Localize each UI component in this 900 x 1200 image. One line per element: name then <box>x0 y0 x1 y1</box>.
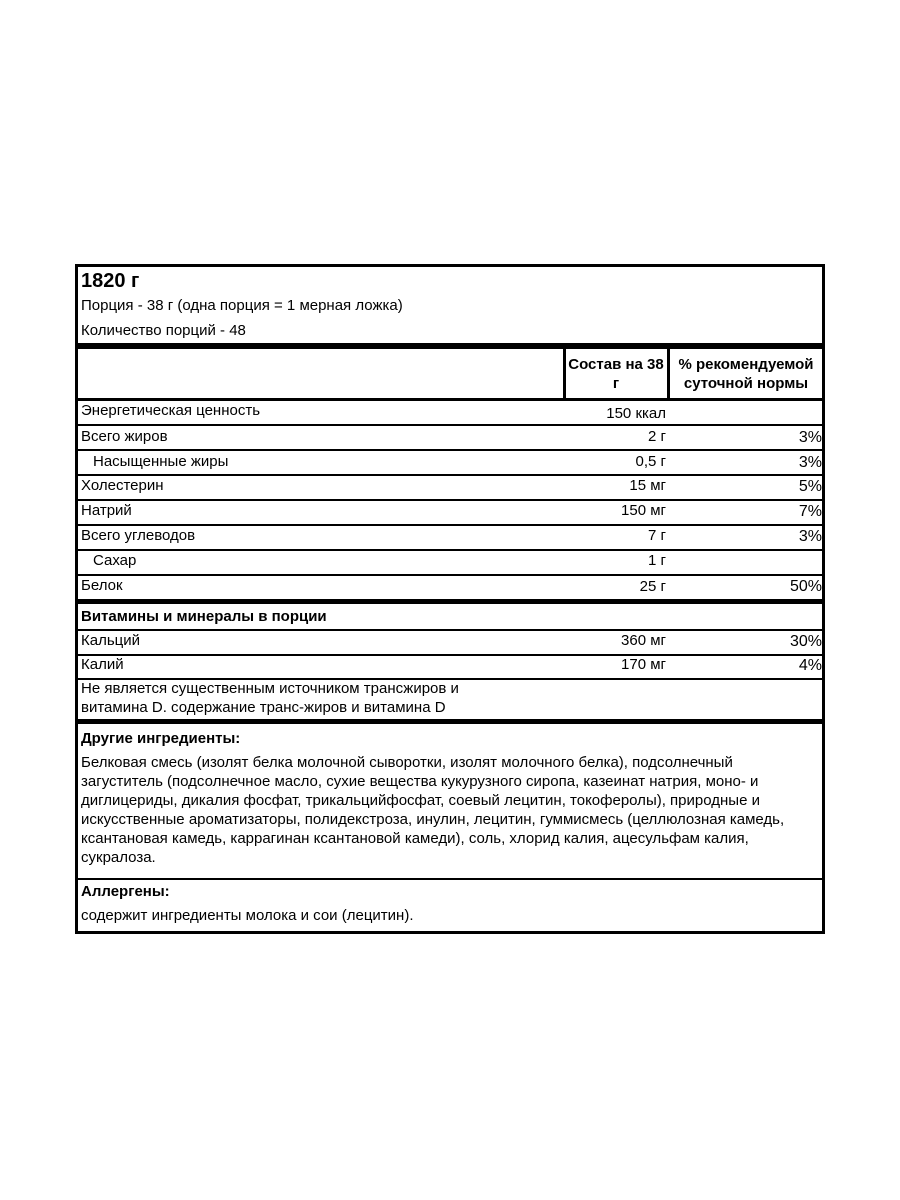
mineral-amount: 360 мг <box>621 632 666 649</box>
nutrient-amount: 15 мг <box>629 477 666 494</box>
nutrient-daily-value: 3% <box>798 454 822 471</box>
row-divider <box>78 654 822 656</box>
nutrient-name: Всего углеводов <box>81 527 196 544</box>
ingredients-line: Белковая смесь (изолят белка молочной сыворотки, изолят молочного белка), подсолнечный <box>81 754 733 771</box>
nutrient-name: Насыщенные жиры <box>93 453 229 470</box>
nutrient-amount: 1 г <box>648 552 666 569</box>
amount-column-header: Состав на 38 г <box>568 356 664 392</box>
row-divider <box>78 474 822 476</box>
servings-count: Количество порций - 48 <box>81 322 246 339</box>
nutrient-daily-value: 3% <box>798 429 822 446</box>
nutrient-name: Холестерин <box>81 477 164 494</box>
row-divider <box>78 574 822 576</box>
ingredients-line: диглицериды, дикалия фосфат, трикальцийфосфат, соевый лецитин, токоферолы), природные и <box>81 792 760 809</box>
nutrient-daily-value: 50% <box>789 578 822 595</box>
vitamin-note-line: витамина D. содержание транс-жиров и витамина D <box>81 699 446 716</box>
ingredients-title: Другие ингредиенты: <box>81 730 241 747</box>
mineral-daily-value: 30% <box>789 633 822 650</box>
ingredients-line: искусственные ароматизаторы, полидекстроза, инулин, лецитин, гуммисмесь (целлюлозная камедь, <box>81 811 785 828</box>
ingredients-line: сукралоза. <box>81 849 156 866</box>
nutrient-name: Натрий <box>81 502 132 519</box>
nutrient-amount: 0,5 г <box>635 453 666 470</box>
nutrient-daily-value: 5% <box>798 478 822 495</box>
nutrient-amount: 150 ккал <box>606 405 666 422</box>
nutrient-name: Сахар <box>93 552 137 569</box>
nutrient-amount: 7 г <box>648 527 666 544</box>
nutrition-label <box>75 264 825 934</box>
row-divider <box>78 499 822 501</box>
mineral-name: Кальций <box>81 632 140 649</box>
ingredients-line: ксантановая камедь, каррагинан ксантановой камеди), соль, хлорид калия, ацесульфам калия, <box>81 830 749 847</box>
thick-divider <box>78 343 822 349</box>
mineral-daily-value: 4% <box>798 657 822 674</box>
mineral-amount: 170 мг <box>621 656 666 673</box>
row-divider <box>78 524 822 526</box>
nutrient-amount: 2 г <box>648 428 666 445</box>
thick-divider <box>78 719 822 724</box>
divider <box>78 398 822 401</box>
ingredients-line: загуститель (подсолнечное масло, сухие вещества кукурузного сиропа, казеинат натрия, моно- и <box>81 773 759 790</box>
allergens-text: содержит ингредиенты молока и сои (лецитин). <box>81 907 414 924</box>
nutrient-daily-value: 7% <box>798 503 822 520</box>
nutrient-name: Всего жиров <box>81 428 168 445</box>
nutrient-amount: 150 мг <box>621 502 666 519</box>
divider <box>78 878 822 880</box>
row-divider <box>78 629 822 631</box>
nutrient-amount: 25 г <box>639 578 666 595</box>
row-divider <box>78 424 822 426</box>
row-divider <box>78 549 822 551</box>
daily-value-column-header: % рекомендуемой суточной нормы <box>678 356 814 392</box>
allergens-title: Аллергены: <box>81 883 170 900</box>
nutrient-name: Белок <box>81 577 123 594</box>
product-weight: 1820 г <box>81 270 140 292</box>
nutrient-name: Энергетическая ценность <box>81 402 261 419</box>
thick-divider <box>78 599 822 604</box>
serving-size: Порция - 38 г (одна порция = 1 мерная ложка) <box>81 297 403 314</box>
vitamins-title: Витамины и минералы в порции <box>81 608 327 625</box>
mineral-name: Калий <box>81 656 124 673</box>
row-divider <box>78 449 822 451</box>
nutrient-daily-value: 3% <box>798 528 822 545</box>
vitamin-note-line: Не является существенным источником трансжиров и <box>81 680 459 697</box>
